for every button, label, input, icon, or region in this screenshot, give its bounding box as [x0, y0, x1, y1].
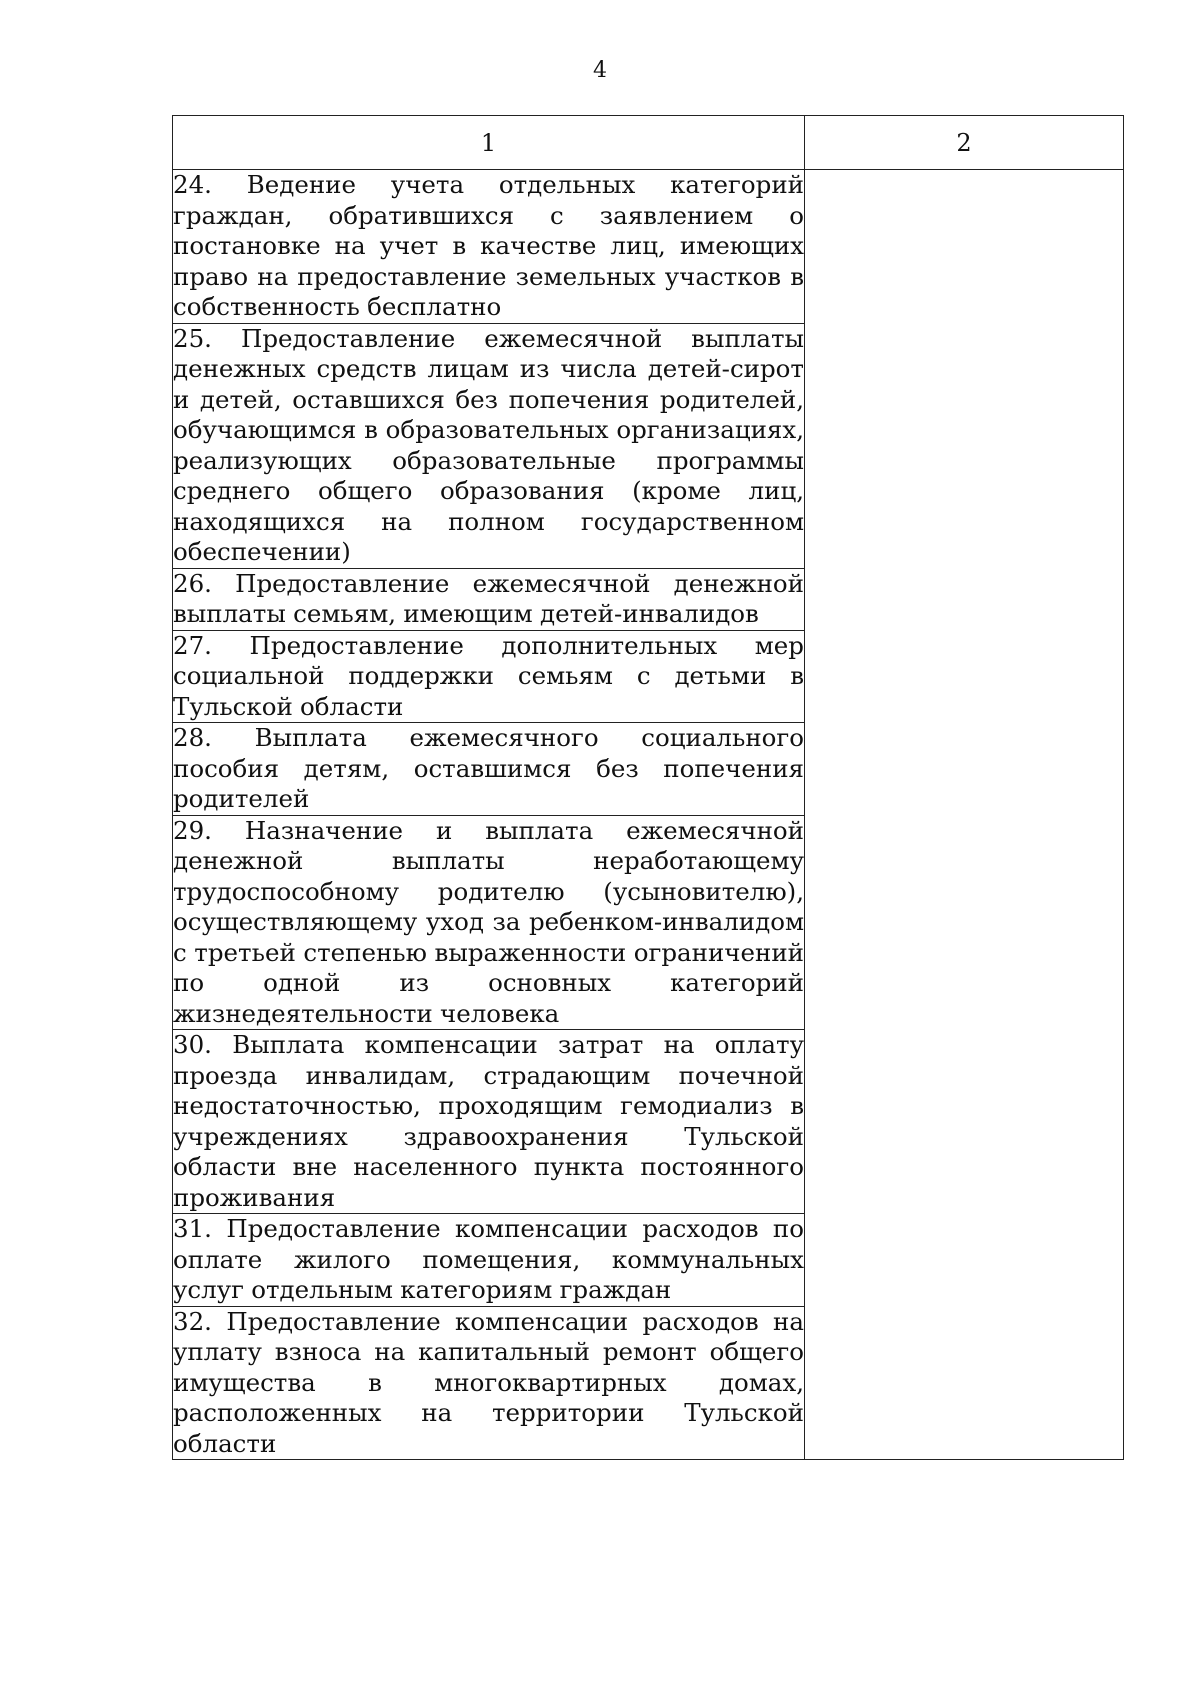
item-29-cell: 29. Назначение и выплата ежемесячной денежной выплаты неработающему трудоспособному родителю (усыновителю), осуществляющему уход за ребенком-инвалидом с третьей степенью выраженности ограничений по одной из основных категорий жизнедеятельности человека — [173, 815, 804, 1028]
item-27-cell: 27. Предоставление дополнительных мер социальной поддержки семьям с детьми в Тульской области — [173, 630, 804, 721]
column-header-2: 2 — [805, 116, 1124, 170]
page-number: 4 — [593, 58, 607, 83]
table-row — [173, 170, 1124, 324]
item-26-cell: 26. Предоставление ежемесячной денежной выплаты семьям, имеющим детей-инвалидов — [173, 568, 804, 628]
services-table — [172, 115, 1124, 1460]
item-24-cell: 24. Ведение учета отдельных категорий граждан, обратившихся с заявлением о постановке на учет в качестве лиц, имеющих право на предоставление земельных участков в собственность бесплатно — [173, 170, 804, 321]
item-28-cell: 28. Выплата ежемесячного социального пособия детям, оставшимся без попечения родителей — [173, 723, 804, 813]
item-31-cell: 31. Предоставление компенсации расходов по оплате жилого помещения, коммунальных услуг отдельным категориям граждан — [173, 1214, 804, 1304]
table-header-row — [173, 116, 1124, 170]
column-header-1: 1 — [173, 116, 805, 170]
item-25-cell: 25. Предоставление ежемесячной выплаты денежных средств лицам из числа детей-сирот и детей, оставшихся без попечения родителей, обучающимся в образовательных организациях, реализующих образовательные программы среднего общего образования (кроме лиц, находящихся на полном государственном обеспечении) — [173, 323, 804, 566]
item-32-cell: 32. Предоставление компенсации расходов на уплату взноса на капитальный ремонт общего имущества в многоквартирных домах, расположенных на территории Тульской области — [173, 1306, 804, 1458]
column-2-empty-cell — [805, 170, 1124, 1460]
item-30-cell: 30. Выплата компенсации затрат на оплату проезда инвалидам, страдающим почечной недостаточностью, проходящим гемодиализ в учреждениях здравоохранения Тульской области вне населенного пункта постоянного проживания — [173, 1030, 804, 1212]
